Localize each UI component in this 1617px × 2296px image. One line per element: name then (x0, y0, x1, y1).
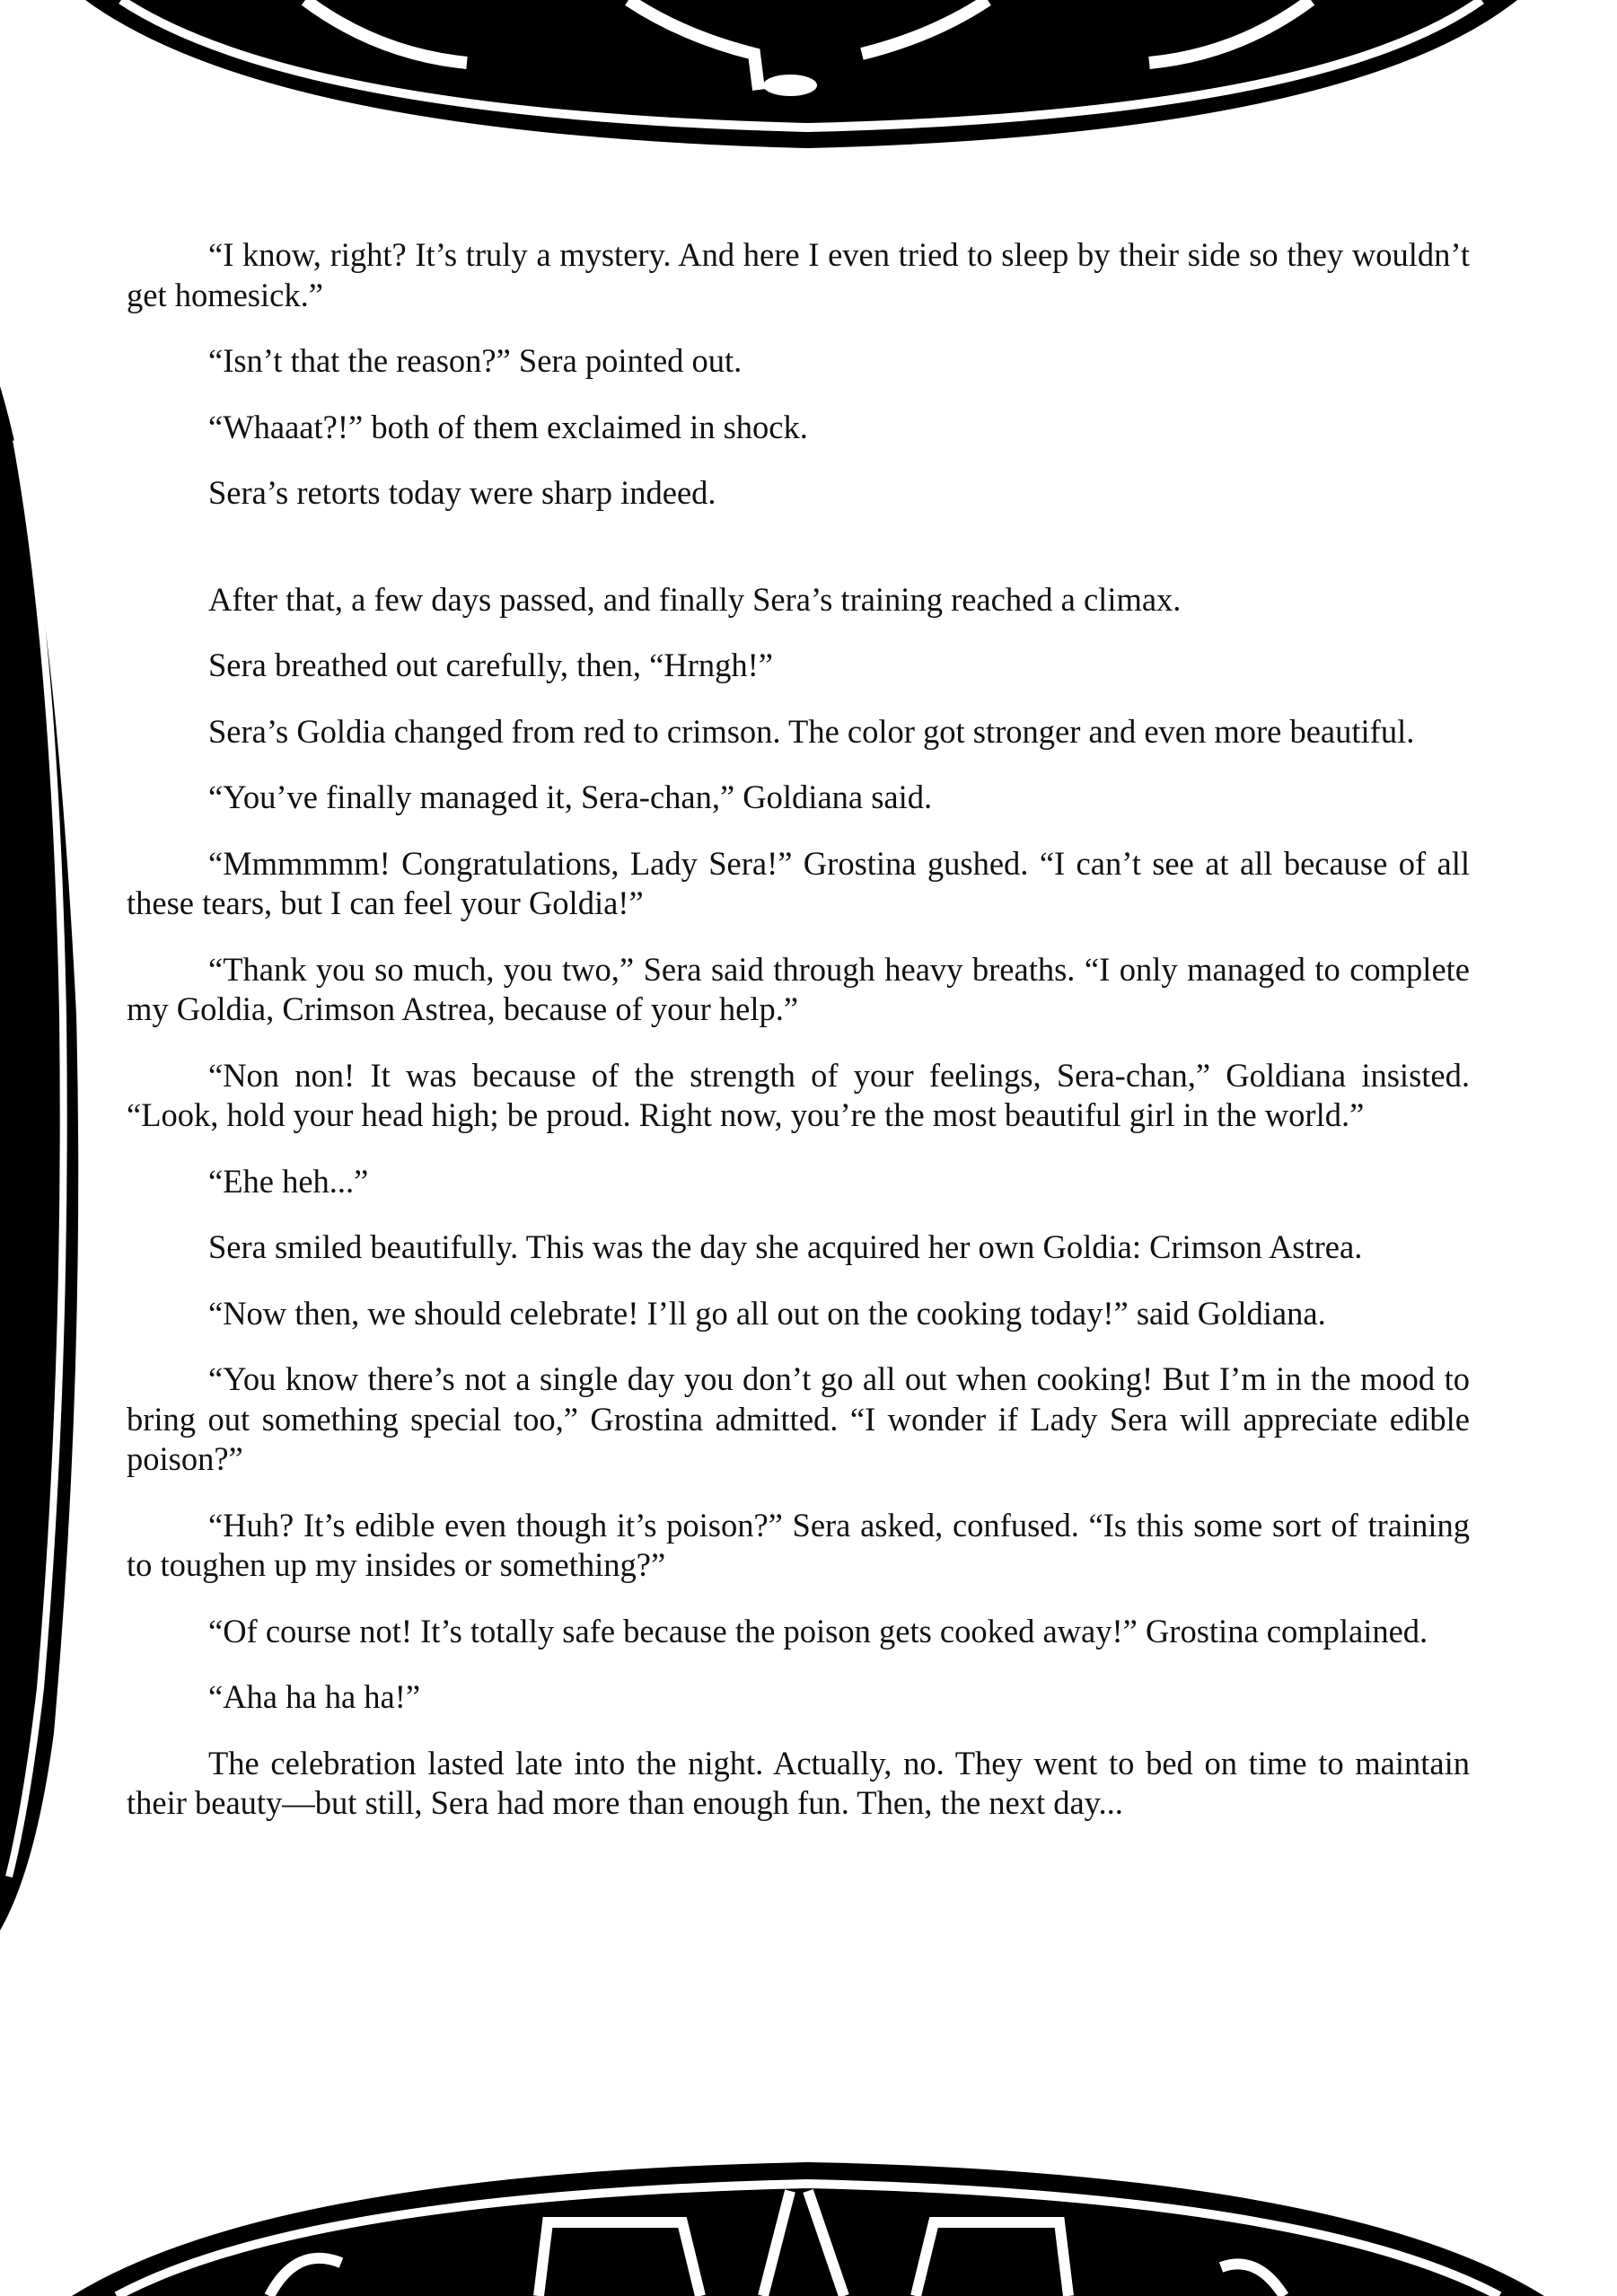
paragraph: Sera smiled beautifully. This was the day she acquired her own Goldia: Crimson Astrea. (208, 1228, 1363, 1265)
top-ornament (0, 0, 1617, 162)
paragraph: “Now then, we should celebrate! I’ll go all out on the cooking today!” said Goldiana. (208, 1294, 1326, 1332)
paragraph: “Huh? It’s edible even though it’s poison?” Sera asked, confused. “Is this some sort of training to toughen up my insides or something?” (127, 1506, 1470, 1583)
paragraph: “Ehe heh...” (208, 1162, 369, 1200)
paragraph: “Thank you so much, you two,” Sera said through heavy breaths. “I only managed to complete my Goldia, Crimson Astrea, because of your help.” (127, 950, 1470, 1027)
paragraph: “You know there’s not a single day you don’t go all out when cooking! But I’m in the mood to bring out something special too,” Grostina admitted. “I wonder if Lady Sera will appreciate edible poison?” (127, 1360, 1470, 1477)
left-border-ornament (0, 386, 99, 1940)
paragraph: After that, a few days passed, and finally Sera’s training reached a climax. (208, 580, 1182, 618)
paragraph: “Mmmmmm! Congratulations, Lady Sera!” Grostina gushed. “I can’t see at all because of all these tears, but I can feel your Goldia!” (127, 844, 1470, 921)
paragraph: “Isn’t that the reason?” Sera pointed out. (208, 342, 743, 379)
paragraph: Sera’s retorts today were sharp indeed. (208, 474, 716, 511)
paragraph: “I know, right? It’s truly a mystery. And here I even tried to sleep by their side so they wouldn’t get homesick.” (127, 236, 1470, 313)
paragraph: “Whaaat?!” both of them exclaimed in shock. (208, 408, 808, 445)
paragraph: “You’ve finally managed it, Sera-chan,” Goldiana said. (208, 779, 933, 815)
paragraph: “Non non! It was because of the strength of your feelings, Sera-chan,” Goldiana insisted. “Look, hold your head high; be proud. Right now, you’re the most beautiful girl in the world.” (127, 1056, 1470, 1133)
paragraph: Sera breathed out carefully, then, “Hrngh!” (208, 647, 774, 683)
paragraph: “Aha ha ha ha!” (208, 1678, 421, 1715)
bottom-ornament (0, 2155, 1617, 2296)
paragraph: The celebration lasted late into the night. Actually, no. They went to bed on time to maintain their beauty—but still, Sera had more than enough fun. Then, the next day... (127, 1744, 1470, 1821)
page-body-text (127, 235, 1470, 1850)
paragraph: Sera’s Goldia changed from red to crimson. The color got stronger and even more beautiful. (208, 712, 1415, 750)
paragraph: “Of course not! It’s totally safe because the poison gets cooked away!” Grostina complained. (208, 1612, 1428, 1649)
